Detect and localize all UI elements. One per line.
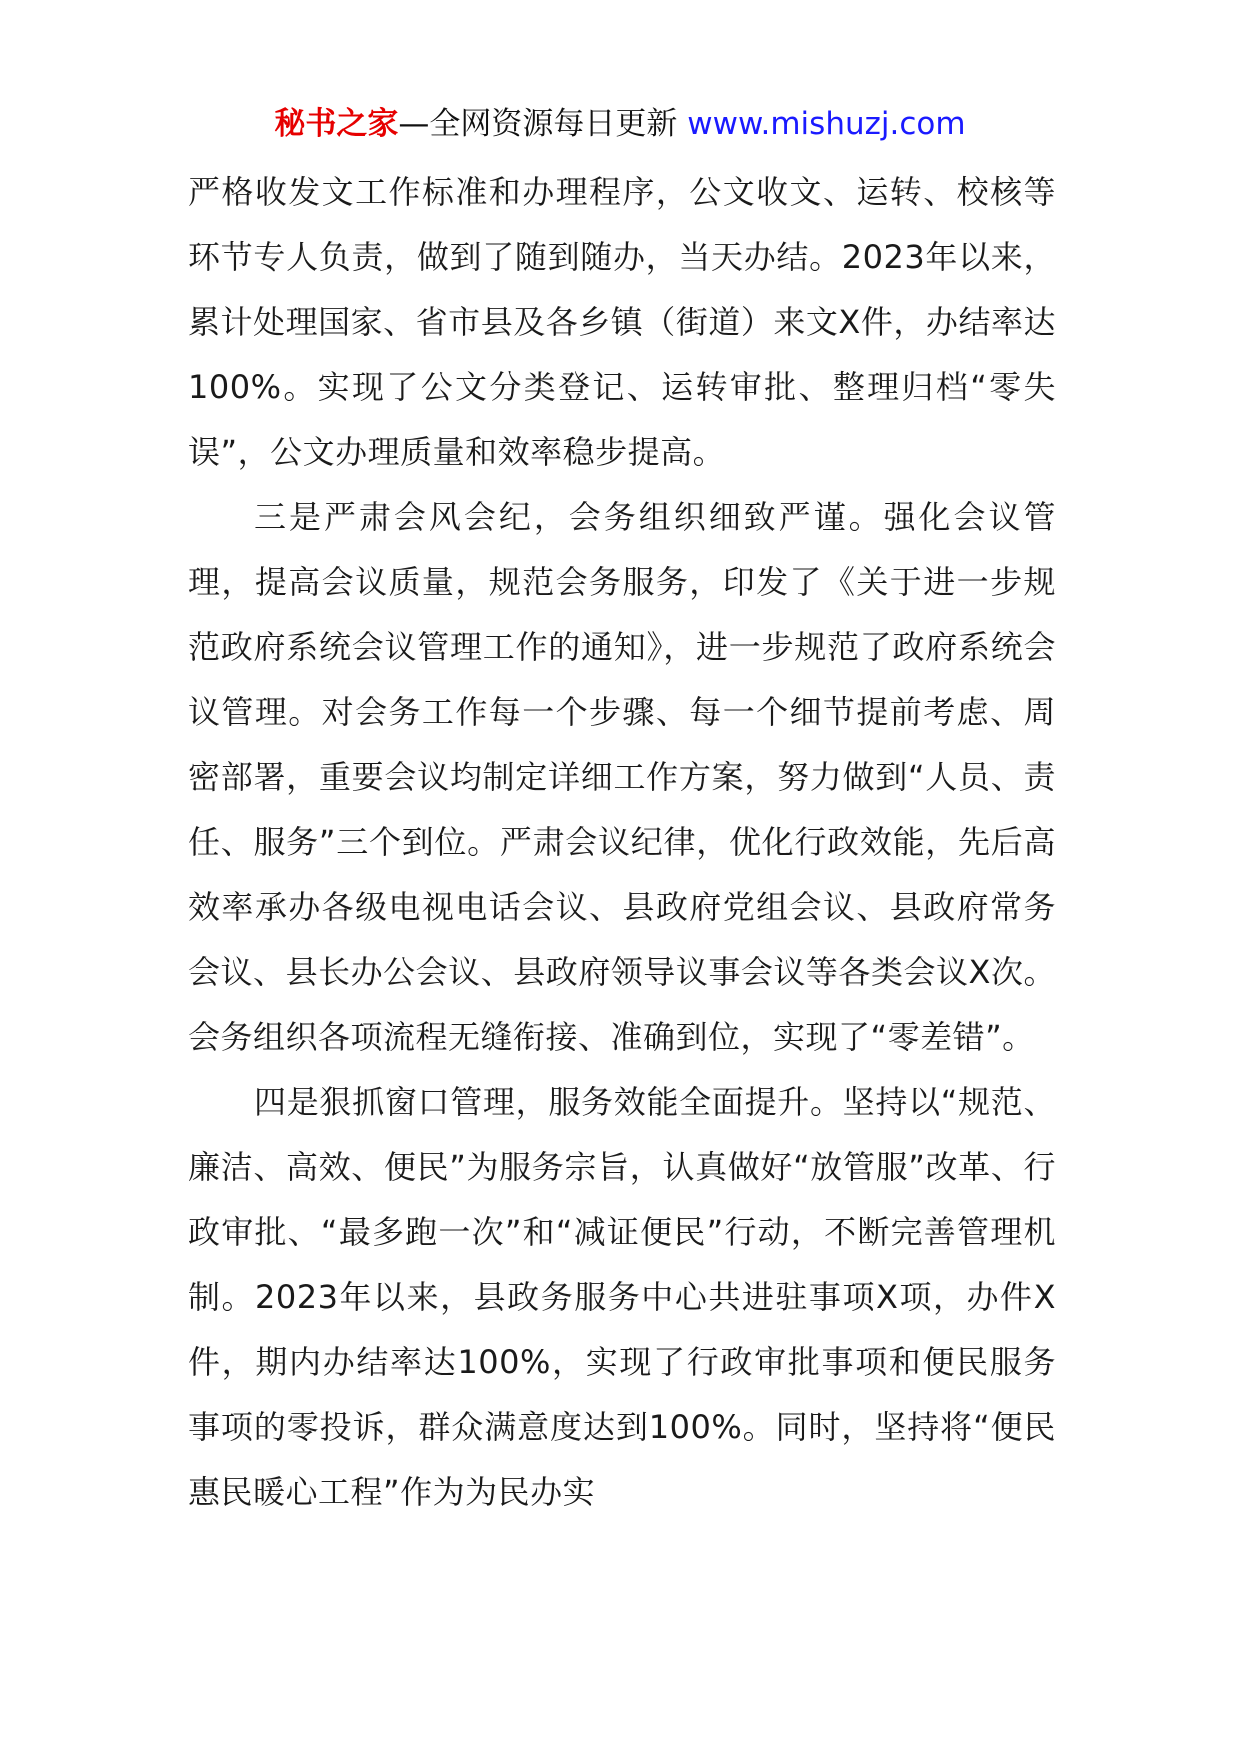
paragraph-window-management: 四是狠抓窗口管理，服务效能全面提升。坚持以“规范、廉洁、高效、便民”为服务宗旨，认真做好“放管服”改革、行政审批、“最多跑一次”和“减证便民”行动，不断完善管理机制。2023年以来，县政务服务中心共进驻事项X项，办件X件，期内办结率达100%，实现了行政审批事项和便民服务事项的零投诉，群众满意度达到100%。同时，坚持将“便民惠民暖心工程”作为为民办实 [188,1083,1056,1511]
paragraph-meeting-management: 三是严肃会风会纪，会务组织细致严谨。强化会议管理，提高会议质量，规范会务服务，印发了《关于进一步规范政府系统会议管理工作的通知》，进一步规范了政府系统会议管理。对会务工作每一个步骤、每一个细节提前考虑、周密部署，重要会议均制定详细工作方案，努力做到“人员、责任、服务”三个到位。严肃会议纪律，优化行政效能，先后高效率承办各级电视电话会议、县政府党组会议、县政府常务会议、县长办公会议、县政府领导议事会议等各类会议X次。会务组织各项流程无缝衔接、准确到位，实现了“零差错”。 [188,498,1056,1056]
page-header [0,102,1240,146]
document-body [188,160,1056,1525]
paragraph-continuation: 严格收发文工作标准和办理程序，公文收文、运转、校核等环节专人负责，做到了随到随办，当天办结。2023年以来，累计处理国家、省市县及各乡镇（街道）来文X件，办结率达100%。实现了公文分类登记、运转审批、整理归档“零失误”，公文办理质量和效率稳步提高。 [188,173,1056,471]
website-link[interactable]: www.mishuzj.com [687,106,966,142]
header-slogan: —全网资源每日更新 [398,106,688,142]
brand-name: 秘书之家 [274,106,399,142]
